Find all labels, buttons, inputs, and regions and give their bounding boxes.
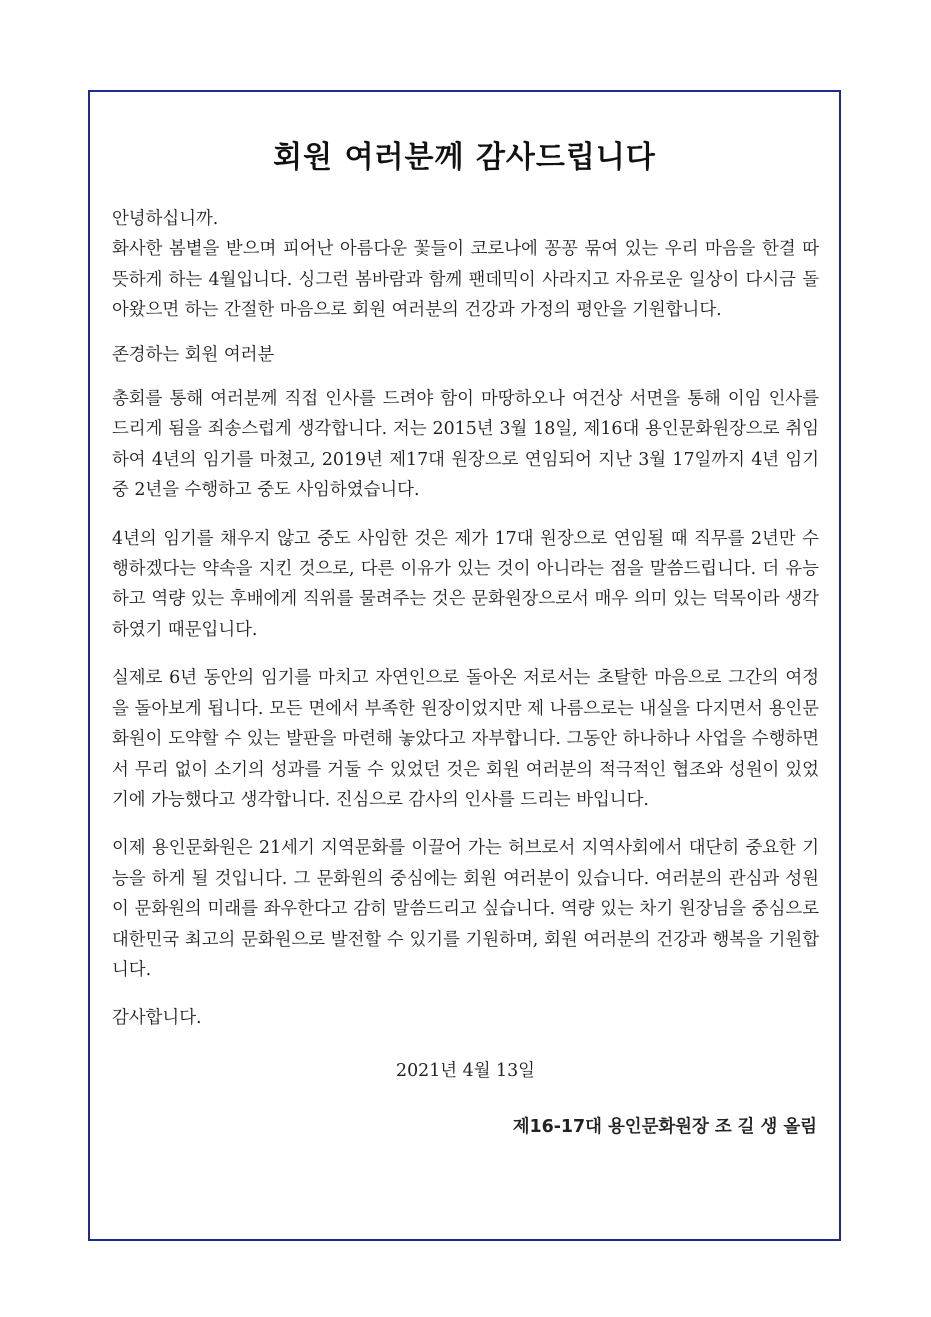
signature: 제16-17대 용인문화원장 조 길 생 올림	[512, 1117, 817, 1138]
paragraph-5: 이제 용인문화원은 21세기 지역문화를 이끌어 가는 허브로서 지역사회에서 대단히 중요한 기능을 하게 될 것입니다. 그 문화원의 중심에는 회원 여러분이 있습니다. 여러분의 관심과 성원이 문화원의 미래를 좌우한다고 감히 말씀드리고 싶습니다. 역량 있는 차기 원장님을 중심으로 대한민국 최고의 문화원으로 발전할 수 있기를 기원하며, 회원 여러분의 건강과 행복을 기원합니다.	[112, 838, 819, 980]
letter-frame	[88, 90, 841, 1241]
salutation: 존경하는 회원 여러분	[112, 344, 275, 365]
paragraph-4: 실제로 6년 동안의 임기를 마치고 자연인으로 돌아온 저로서는 초탈한 마음으로 그간의 여정을 돌아보게 됩니다. 모든 면에서 부족한 원장이었지만 제 나름으로는 내실을 다지면서 용인문화원이 도약할 수 있는 발판을 마련해 놓았다고 자부합니다. 그동안 하나하나 사업을 수행하면서 무리 없이 소기의 성과를 거둘 수 있었던 것은 회원 여러분의 적극적인 협조와 성원이 있었기에 가능했다고 생각합니다. 진심으로 감사의 인사를 드리는 바입니다.	[112, 668, 819, 810]
paragraph-1: 화사한 봄볕을 받으며 피어난 아름다운 꽃들이 코로나에 꽁꽁 묶여 있는 우리 마음을 한결 따뜻하게 하는 4월입니다. 싱그런 봄바람과 함께 팬데믹이 사라지고 자유로운 일상이 다시금 돌아왔으면 하는 간절한 마음으로 회원 여러분의 건강과 가정의 평안을 기원합니다.	[112, 239, 819, 321]
paragraph-3: 4년의 임기를 채우지 않고 중도 사임한 것은 제가 17대 원장으로 연임될 때 직무를 2년만 수행하겠다는 약속을 지킨 것으로, 다른 이유가 있는 것이 아니라는 점을 말씀드립니다. 더 유능하고 역량 있는 후배에게 직위를 물려주는 것은 문화원장으로서 매우 의미 있는 덕목이라 생각하였기 때문입니다.	[112, 528, 819, 640]
closing: 감사합니다.	[112, 1008, 202, 1029]
paragraph-2: 총회를 통해 여러분께 직접 인사를 드려야 함이 마땅하오나 여건상 서면을 통해 이임 인사를 드리게 됨을 죄송스럽게 생각합니다. 저는 2015년 3월 18일, 제16대 용인문화원장으로 취임하여 4년의 임기를 마쳤고, 2019년 제17대 원장으로 연임되어 지난 3월 17일까지 4년 임기 중 2년을 수행하고 중도 사임하였습니다.	[112, 389, 819, 501]
greeting: 안녕하십니까.	[112, 209, 219, 229]
letter-date: 2021년 4월 13일	[396, 1060, 535, 1081]
letter-body	[112, 204, 819, 1143]
letter-title: 회원 여러분께 감사드립니다	[273, 140, 656, 175]
